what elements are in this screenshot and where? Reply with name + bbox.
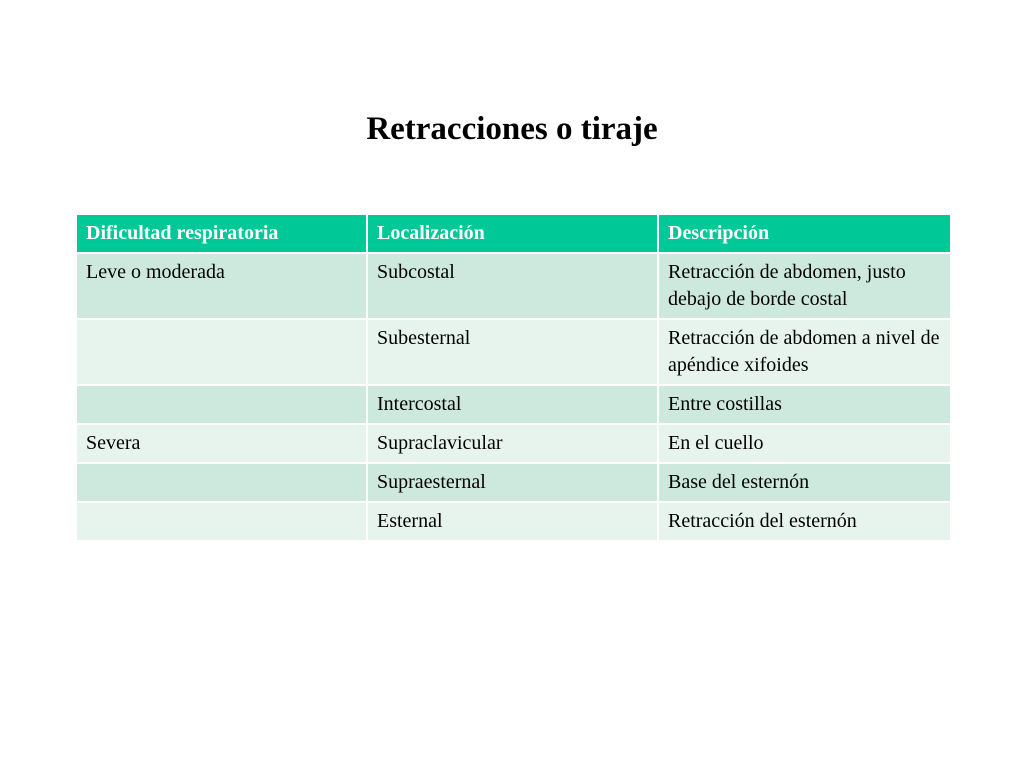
cell-descripcion: En el cuello	[658, 424, 951, 463]
cell-descripcion: Retracción de abdomen, justo debajo de borde costal	[658, 253, 951, 319]
cell-dificultad	[76, 502, 367, 541]
cell-descripcion: Entre costillas	[658, 385, 951, 424]
cell-localizacion: Esternal	[367, 502, 658, 541]
cell-descripcion: Retracción de abdomen a nivel de apéndice xifoides	[658, 319, 951, 385]
cell-localizacion: Subcostal	[367, 253, 658, 319]
cell-dificultad: Leve o moderada	[76, 253, 367, 319]
cell-descripcion: Retracción del esternón	[658, 502, 951, 541]
table-header-row	[76, 214, 951, 253]
header-descripcion: Descripción	[658, 214, 951, 253]
cell-localizacion: Intercostal	[367, 385, 658, 424]
cell-dificultad	[76, 385, 367, 424]
table-row	[76, 385, 951, 424]
table-row	[76, 502, 951, 541]
table-row	[76, 463, 951, 502]
table-row	[76, 253, 951, 319]
retractions-table	[75, 213, 952, 542]
header-localizacion: Localización	[367, 214, 658, 253]
table-row	[76, 424, 951, 463]
cell-localizacion: Supraclavicular	[367, 424, 658, 463]
retractions-table-container	[75, 213, 950, 542]
cell-localizacion: Subesternal	[367, 319, 658, 385]
cell-descripcion: Base del esternón	[658, 463, 951, 502]
cell-dificultad	[76, 319, 367, 385]
cell-dificultad	[76, 463, 367, 502]
header-dificultad: Dificultad respiratoria	[76, 214, 367, 253]
table-row	[76, 319, 951, 385]
slide-title: Retracciones o tiraje	[366, 111, 658, 147]
cell-localizacion: Supraesternal	[367, 463, 658, 502]
cell-dificultad: Severa	[76, 424, 367, 463]
